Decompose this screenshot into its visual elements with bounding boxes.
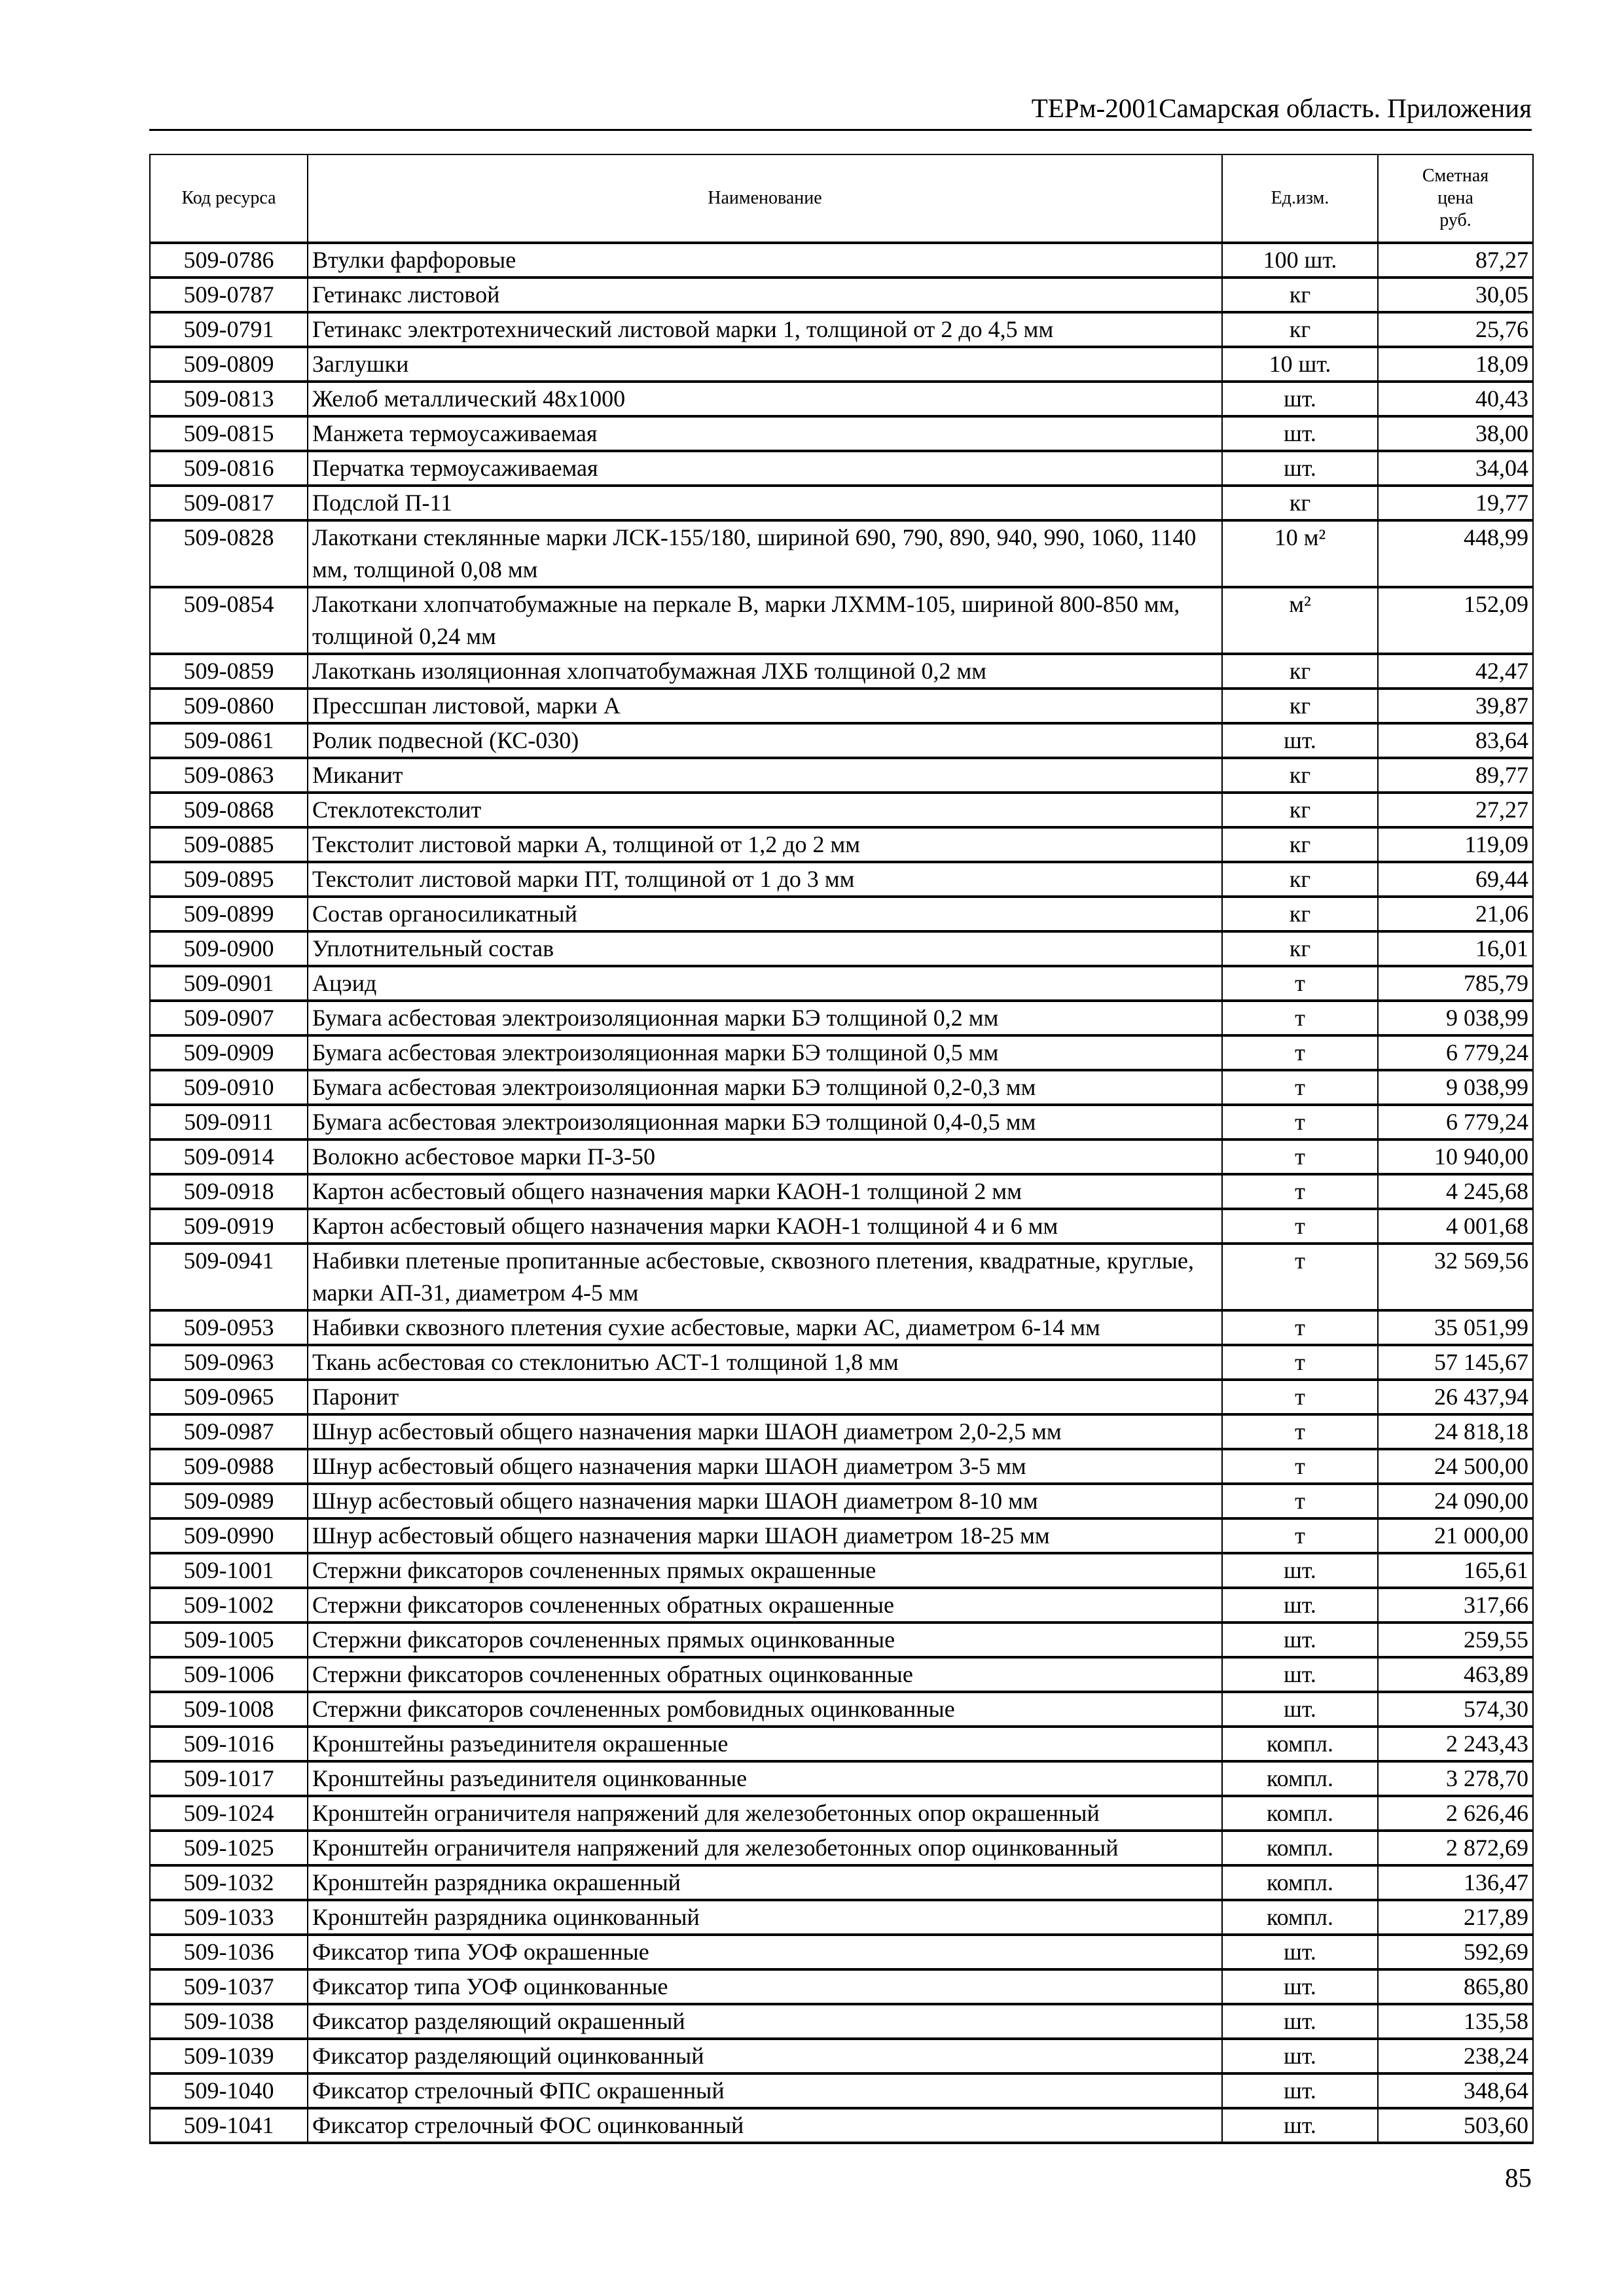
table-row [150,2073,1533,2108]
table-row [150,758,1533,793]
cell-name: Фиксатор стрелочный ФОС оцинкованный [308,2108,1222,2143]
cell-code: 509-0899 [150,897,308,931]
cell-name: Бумага асбестовая электроизоляционная марки БЭ толщиной 0,2 мм [308,1001,1222,1035]
table-row [150,1244,1533,1310]
cell-price: 259,55 [1378,1623,1533,1657]
table-row [150,1380,1533,1414]
cell-code: 509-1024 [150,1796,308,1831]
cell-name: Бумага асбестовая электроизоляционная марки БЭ толщиной 0,4-0,5 мм [308,1105,1222,1139]
cell-name: Ткань асбестовая со стеклонитью АСТ-1 толщиной 1,8 мм [308,1345,1222,1380]
cell-price: 39,87 [1378,689,1533,723]
running-head: ТЕРм-2001Самарская область. Приложения [1031,93,1532,123]
cell-name: Фиксатор разделяющий оцинкованный [308,2039,1222,2073]
cell-unit: шт. [1222,1623,1378,1657]
cell-name: Ацэид [308,966,1222,1001]
cell-unit: т [1222,1484,1378,1518]
table-row [150,1935,1533,1969]
cell-code: 509-0907 [150,1001,308,1035]
column-header-price-line1: Сметная [1422,166,1489,186]
cell-price: 40,43 [1378,382,1533,416]
cell-code: 509-0895 [150,862,308,897]
cell-code: 509-0809 [150,347,308,382]
cell-unit: 100 шт. [1222,243,1378,278]
cell-unit: компл. [1222,1761,1378,1796]
cell-price: 32 569,56 [1378,1244,1533,1310]
cell-unit: шт. [1222,2004,1378,2039]
table-row [150,382,1533,416]
cell-unit: т [1222,1518,1378,1553]
cell-code: 509-1032 [150,1865,308,1900]
cell-unit: кг [1222,689,1378,723]
cell-name: Волокно асбестовое марки П-3-50 [308,1139,1222,1174]
table-row [150,931,1533,966]
cell-code: 509-0965 [150,1380,308,1414]
cell-code: 509-0990 [150,1518,308,1553]
table-row [150,862,1533,897]
cell-name: Фиксатор стрелочный ФПС окрашенный [308,2073,1222,2108]
header-rule [149,129,1532,131]
table-row [150,1623,1533,1657]
cell-code: 509-1038 [150,2004,308,2039]
cell-price: 26 437,94 [1378,1380,1533,1414]
table-row [150,451,1533,486]
cell-unit: т [1222,966,1378,1001]
cell-price: 35 051,99 [1378,1310,1533,1345]
cell-price: 27,27 [1378,793,1533,827]
cell-name: Гетинакс листовой [308,278,1222,312]
cell-unit: компл. [1222,1900,1378,1935]
cell-price: 16,01 [1378,931,1533,966]
cell-name: Картон асбестовый общего назначения марки КАОН-1 толщиной 4 и 6 мм [308,1209,1222,1244]
table-row [150,1727,1533,1761]
cell-price: 135,58 [1378,2004,1533,2039]
cell-unit: компл. [1222,1865,1378,1900]
cell-code: 509-0988 [150,1449,308,1484]
cell-name: Фиксатор разделяющий окрашенный [308,2004,1222,2039]
cell-code: 509-1036 [150,1935,308,1969]
cell-name: Манжета термоусаживаемая [308,416,1222,451]
cell-unit: компл. [1222,1727,1378,1761]
table-row [150,2004,1533,2039]
table-header-row [150,154,1533,243]
table-row [150,654,1533,689]
table-row [150,689,1533,723]
table-row [150,793,1533,827]
cell-name: Паронит [308,1380,1222,1414]
cell-name: Стеклотекстолит [308,793,1222,827]
table-row [150,723,1533,758]
table-row [150,243,1533,278]
cell-unit: т [1222,1345,1378,1380]
cell-unit: шт. [1222,2073,1378,2108]
table-row [150,1692,1533,1727]
cell-code: 509-1025 [150,1831,308,1865]
cell-name: Набивки сквозного плетения сухие асбестовые, марки АС, диаметром 6-14 мм [308,1310,1222,1345]
cell-code: 509-0817 [150,486,308,520]
cell-name: Уплотнительный состав [308,931,1222,966]
table-row [150,1865,1533,1900]
cell-name: Втулки фарфоровые [308,243,1222,278]
cell-name: Текстолит листовой марки А, толщиной от 1,2 до 2 мм [308,827,1222,862]
cell-unit: т [1222,1139,1378,1174]
table-row [150,1105,1533,1139]
cell-price: 2 243,43 [1378,1727,1533,1761]
cell-code: 509-0987 [150,1414,308,1449]
table-row [150,897,1533,931]
cell-code: 509-1017 [150,1761,308,1796]
cell-code: 509-0791 [150,312,308,347]
cell-price: 21,06 [1378,897,1533,931]
cell-code: 509-0885 [150,827,308,862]
cell-code: 509-0914 [150,1139,308,1174]
cell-price: 6 779,24 [1378,1105,1533,1139]
cell-code: 509-0910 [150,1070,308,1105]
cell-code: 509-1008 [150,1692,308,1727]
cell-price: 9 038,99 [1378,1070,1533,1105]
table-body [150,243,1533,2143]
cell-unit: шт. [1222,2039,1378,2073]
cell-unit: 10 шт. [1222,347,1378,382]
cell-price: 865,80 [1378,1969,1533,2004]
cell-unit: шт. [1222,1692,1378,1727]
cell-name: Фиксатор типа УОФ окрашенные [308,1935,1222,1969]
cell-unit: т [1222,1244,1378,1310]
cell-unit: кг [1222,827,1378,862]
cell-code: 509-0854 [150,587,308,654]
cell-name: Шнур асбестовый общего назначения марки ШАОН диаметром 18-25 мм [308,1518,1222,1553]
cell-code: 509-0868 [150,793,308,827]
table-row [150,1414,1533,1449]
cell-name: Текстолит листовой марки ПТ, толщиной от 1 до 3 мм [308,862,1222,897]
table-row [150,1484,1533,1518]
cell-price: 4 001,68 [1378,1209,1533,1244]
table-row [150,278,1533,312]
cell-name: Стержни фиксаторов сочлененных обратных оцинкованные [308,1657,1222,1692]
table-row [150,1761,1533,1796]
cell-code: 509-1039 [150,2039,308,2073]
cell-code: 509-0863 [150,758,308,793]
cell-unit: т [1222,1380,1378,1414]
table-row [150,1900,1533,1935]
cell-price: 57 145,67 [1378,1345,1533,1380]
cell-unit: т [1222,1174,1378,1209]
page-number: 85 [1505,2162,1532,2193]
cell-code: 509-1037 [150,1969,308,2004]
cell-unit: шт. [1222,1969,1378,2004]
table-row [150,966,1533,1001]
column-header-price-line2: цена [1437,188,1473,208]
cell-name: Стержни фиксаторов сочлененных прямых оцинкованные [308,1623,1222,1657]
cell-code: 509-0860 [150,689,308,723]
cell-unit: шт. [1222,1588,1378,1623]
cell-code: 509-0989 [150,1484,308,1518]
column-header-code: Код ресурса [150,154,308,243]
table-row [150,1553,1533,1588]
table-row [150,1070,1533,1105]
cell-unit: шт. [1222,451,1378,486]
column-header-unit: Ед.изм. [1222,154,1378,243]
cell-price: 21 000,00 [1378,1518,1533,1553]
cell-price: 574,30 [1378,1692,1533,1727]
cell-unit: кг [1222,931,1378,966]
cell-unit: кг [1222,486,1378,520]
cell-code: 509-0963 [150,1345,308,1380]
cell-price: 89,77 [1378,758,1533,793]
cell-price: 24 090,00 [1378,1484,1533,1518]
cell-name: Миканит [308,758,1222,793]
cell-name: Прессшпан листовой, марки А [308,689,1222,723]
cell-unit: шт. [1222,723,1378,758]
cell-code: 509-0815 [150,416,308,451]
cell-price: 165,61 [1378,1553,1533,1588]
cell-unit: т [1222,1209,1378,1244]
cell-price: 785,79 [1378,966,1533,1001]
table-row [150,1969,1533,2004]
cell-price: 119,09 [1378,827,1533,862]
cell-code: 509-0911 [150,1105,308,1139]
cell-unit: шт. [1222,382,1378,416]
cell-price: 10 940,00 [1378,1139,1533,1174]
table-row [150,1588,1533,1623]
cell-unit: кг [1222,758,1378,793]
cell-price: 42,47 [1378,654,1533,689]
cell-code: 509-0859 [150,654,308,689]
cell-name: Шнур асбестовый общего назначения марки ШАОН диаметром 8-10 мм [308,1484,1222,1518]
cell-unit: кг [1222,312,1378,347]
cell-price: 503,60 [1378,2108,1533,2143]
cell-name: Кронштейн ограничителя напряжений для железобетонных опор оцинкованный [308,1831,1222,1865]
cell-unit: компл. [1222,1831,1378,1865]
column-header-price-line3: руб. [1439,210,1471,230]
cell-code: 509-0909 [150,1035,308,1070]
cell-name: Стержни фиксаторов сочлененных ромбовидных оцинкованные [308,1692,1222,1727]
cell-name: Кронштейн разрядника окрашенный [308,1865,1222,1900]
table-row [150,1796,1533,1831]
cell-price: 24 500,00 [1378,1449,1533,1484]
cell-unit: кг [1222,862,1378,897]
cell-price: 592,69 [1378,1935,1533,1969]
cell-unit: т [1222,1035,1378,1070]
cell-code: 509-1005 [150,1623,308,1657]
cell-price: 2 626,46 [1378,1796,1533,1831]
cell-name: Кронштейны разъединителя окрашенные [308,1727,1222,1761]
table-row [150,1449,1533,1484]
table-row [150,486,1533,520]
cell-price: 69,44 [1378,862,1533,897]
cell-unit: шт. [1222,1553,1378,1588]
cell-code: 509-1006 [150,1657,308,1692]
cell-name: Состав органосиликатный [308,897,1222,931]
cell-unit: т [1222,1449,1378,1484]
cell-code: 509-0828 [150,520,308,587]
cell-name: Фиксатор типа УОФ оцинкованные [308,1969,1222,2004]
cell-code: 509-0919 [150,1209,308,1244]
table-row [150,1345,1533,1380]
table-row [150,312,1533,347]
cell-name: Бумага асбестовая электроизоляционная марки БЭ толщиной 0,2-0,3 мм [308,1070,1222,1105]
cell-unit: кг [1222,793,1378,827]
cell-name: Стержни фиксаторов сочлененных прямых окрашенные [308,1553,1222,1588]
cell-code: 509-0816 [150,451,308,486]
cell-price: 348,64 [1378,2073,1533,2108]
cell-price: 24 818,18 [1378,1414,1533,1449]
table-row [150,2108,1533,2143]
cell-unit: т [1222,1001,1378,1035]
cell-code: 509-0918 [150,1174,308,1209]
cell-unit: т [1222,1105,1378,1139]
cell-unit: шт. [1222,1935,1378,1969]
table-row [150,1209,1533,1244]
cell-name: Лакоткань изоляционная хлопчатобумажная ЛХБ толщиной 0,2 мм [308,654,1222,689]
cell-unit: кг [1222,278,1378,312]
cell-name: Стержни фиксаторов сочлененных обратных окрашенные [308,1588,1222,1623]
cell-price: 136,47 [1378,1865,1533,1900]
cell-price: 25,76 [1378,312,1533,347]
cell-price: 38,00 [1378,416,1533,451]
cell-code: 509-1001 [150,1553,308,1588]
cell-price: 217,89 [1378,1900,1533,1935]
table-row [150,1831,1533,1865]
cell-name: Лакоткани стеклянные марки ЛСК-155/180, шириной 690, 790, 890, 940, 990, 1060, 1140 мм, толщиной 0,08 мм [308,520,1222,587]
table-row [150,520,1533,587]
cell-price: 9 038,99 [1378,1001,1533,1035]
cell-code: 509-0901 [150,966,308,1001]
cell-price: 3 278,70 [1378,1761,1533,1796]
cell-price: 152,09 [1378,587,1533,654]
cell-price: 6 779,24 [1378,1035,1533,1070]
cell-code: 509-1033 [150,1900,308,1935]
cell-unit: шт. [1222,2108,1378,2143]
cell-name: Ролик подвесной (КС-030) [308,723,1222,758]
cell-unit: кг [1222,897,1378,931]
cell-name: Шнур асбестовый общего назначения марки ШАОН диаметром 2,0-2,5 мм [308,1414,1222,1449]
cell-price: 317,66 [1378,1588,1533,1623]
cell-price: 19,77 [1378,486,1533,520]
cell-name: Подслой П-11 [308,486,1222,520]
column-header-name: Наименование [308,154,1222,243]
cell-name: Заглушки [308,347,1222,382]
cell-name: Кронштейн ограничителя напряжений для железобетонных опор окрашенный [308,1796,1222,1831]
cell-price: 18,09 [1378,347,1533,382]
cell-price: 34,04 [1378,451,1533,486]
table-row [150,1139,1533,1174]
table-row [150,416,1533,451]
table-row [150,587,1533,654]
cell-price: 448,99 [1378,520,1533,587]
cell-unit: т [1222,1070,1378,1105]
table-row [150,347,1533,382]
cell-price: 4 245,68 [1378,1174,1533,1209]
cell-code: 509-0953 [150,1310,308,1345]
cell-name: Лакоткани хлопчатобумажные на перкале В, марки ЛХММ-105, шириной 800-850 мм, толщиной 0,24 мм [308,587,1222,654]
cell-code: 509-0900 [150,931,308,966]
cell-price: 463,89 [1378,1657,1533,1692]
cell-price: 238,24 [1378,2039,1533,2073]
cell-unit: шт. [1222,416,1378,451]
column-header-price [1378,154,1533,243]
cell-code: 509-1016 [150,1727,308,1761]
cell-name: Набивки плетеные пропитанные асбестовые, сквозного плетения, квадратные, круглые, марки АП-31, диаметром 4-5 мм [308,1244,1222,1310]
cell-unit: м² [1222,587,1378,654]
table-row [150,1035,1533,1070]
cell-name: Картон асбестовый общего назначения марки КАОН-1 толщиной 2 мм [308,1174,1222,1209]
cell-code: 509-0787 [150,278,308,312]
table-row [150,1174,1533,1209]
cell-name: Кронштейны разъединителя оцинкованные [308,1761,1222,1796]
cell-name: Гетинакс электротехнический листовой марки 1, толщиной от 2 до 4,5 мм [308,312,1222,347]
cell-name: Бумага асбестовая электроизоляционная марки БЭ толщиной 0,5 мм [308,1035,1222,1070]
cell-code: 509-0861 [150,723,308,758]
table-row [150,1518,1533,1553]
cell-unit: т [1222,1414,1378,1449]
table-row [150,1001,1533,1035]
table-row [150,827,1533,862]
cell-price: 30,05 [1378,278,1533,312]
cell-price: 83,64 [1378,723,1533,758]
cell-code: 509-0941 [150,1244,308,1310]
cell-unit: шт. [1222,1657,1378,1692]
cell-unit: т [1222,1310,1378,1345]
cell-unit: 10 м² [1222,520,1378,587]
cell-code: 509-0786 [150,243,308,278]
cell-price: 2 872,69 [1378,1831,1533,1865]
cell-name: Желоб металлический 48х1000 [308,382,1222,416]
cell-name: Перчатка термоусаживаемая [308,451,1222,486]
cell-price: 87,27 [1378,243,1533,278]
cell-name: Кронштейн разрядника оцинкованный [308,1900,1222,1935]
cell-code: 509-1040 [150,2073,308,2108]
table-row [150,2039,1533,2073]
cell-unit: компл. [1222,1796,1378,1831]
cell-unit: кг [1222,654,1378,689]
cell-code: 509-0813 [150,382,308,416]
cell-code: 509-1041 [150,2108,308,2143]
resource-price-table [149,154,1534,2144]
table-row [150,1310,1533,1345]
cell-name: Шнур асбестовый общего назначения марки ШАОН диаметром 3-5 мм [308,1449,1222,1484]
cell-code: 509-1002 [150,1588,308,1623]
table-row [150,1657,1533,1692]
